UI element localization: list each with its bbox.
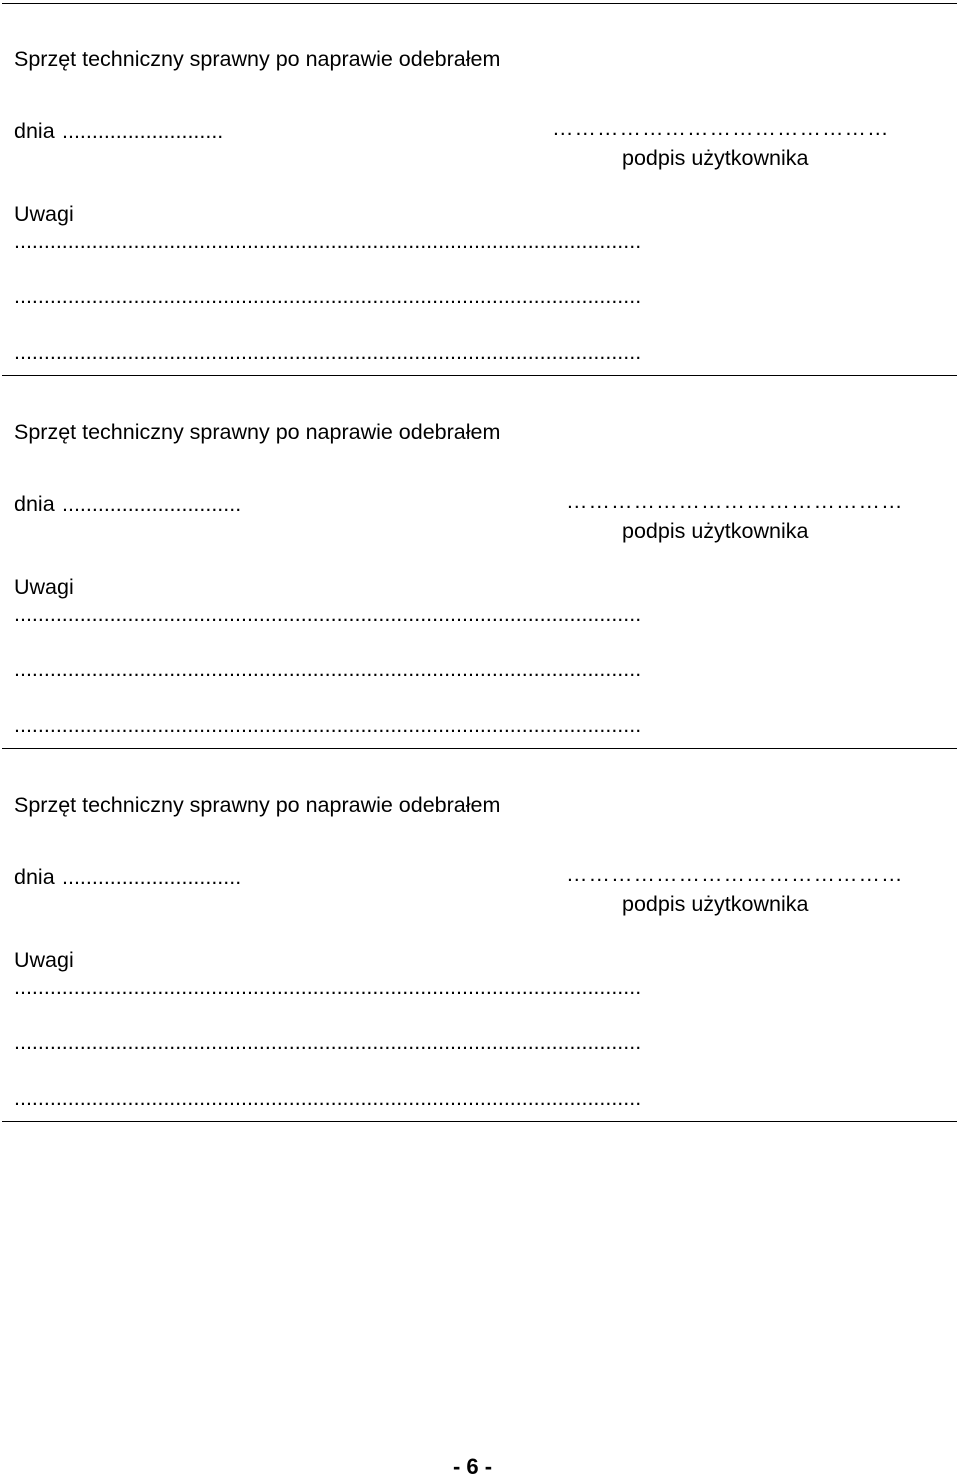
section-heading: Sprzęt techniczny sprawny po naprawie odebrałem xyxy=(14,47,501,71)
notes-label: Uwagi xyxy=(14,948,74,972)
notes-line[interactable]: ......................................................................................................... xyxy=(14,1086,642,1110)
section-heading: Sprzęt techniczny sprawny po naprawie odebrałem xyxy=(14,793,501,817)
page-number: - 6 - xyxy=(452,1454,493,1479)
notes-label: Uwagi xyxy=(14,202,74,226)
section-heading: Sprzęt techniczny sprawny po naprawie odebrałem xyxy=(14,420,501,444)
notes-line[interactable]: ......................................................................................................... xyxy=(14,602,642,626)
date-fill-line[interactable]: .............................. xyxy=(62,492,242,516)
date-label: dnia xyxy=(14,865,55,889)
receipt-section xyxy=(0,376,960,748)
notes-line[interactable]: ......................................................................................................... xyxy=(14,657,642,681)
receipt-section xyxy=(0,749,960,1121)
signature-fill-line[interactable]: ……………………………………… xyxy=(566,862,904,886)
notes-line[interactable]: ......................................................................................................... xyxy=(14,975,642,999)
date-label: dnia xyxy=(14,492,55,516)
notes-label: Uwagi xyxy=(14,575,74,599)
date-label: dnia xyxy=(14,119,55,143)
date-fill-line[interactable]: ........................... xyxy=(62,119,224,143)
signature-fill-line[interactable]: ……………………………………… xyxy=(552,116,890,140)
receipt-section xyxy=(0,3,960,375)
section-divider xyxy=(2,1121,957,1122)
signature-label: podpis użytkownika xyxy=(622,146,809,170)
notes-line[interactable]: ......................................................................................................... xyxy=(14,284,642,308)
signature-label: podpis użytkownika xyxy=(622,519,809,543)
date-fill-line[interactable]: .............................. xyxy=(62,865,242,889)
signature-label: podpis użytkownika xyxy=(622,892,809,916)
signature-fill-line[interactable]: ……………………………………… xyxy=(566,489,904,513)
notes-line[interactable]: ......................................................................................................... xyxy=(14,713,642,737)
notes-line[interactable]: ......................................................................................................... xyxy=(14,340,642,364)
notes-line[interactable]: ......................................................................................................... xyxy=(14,1030,642,1054)
notes-line[interactable]: ......................................................................................................... xyxy=(14,229,642,253)
